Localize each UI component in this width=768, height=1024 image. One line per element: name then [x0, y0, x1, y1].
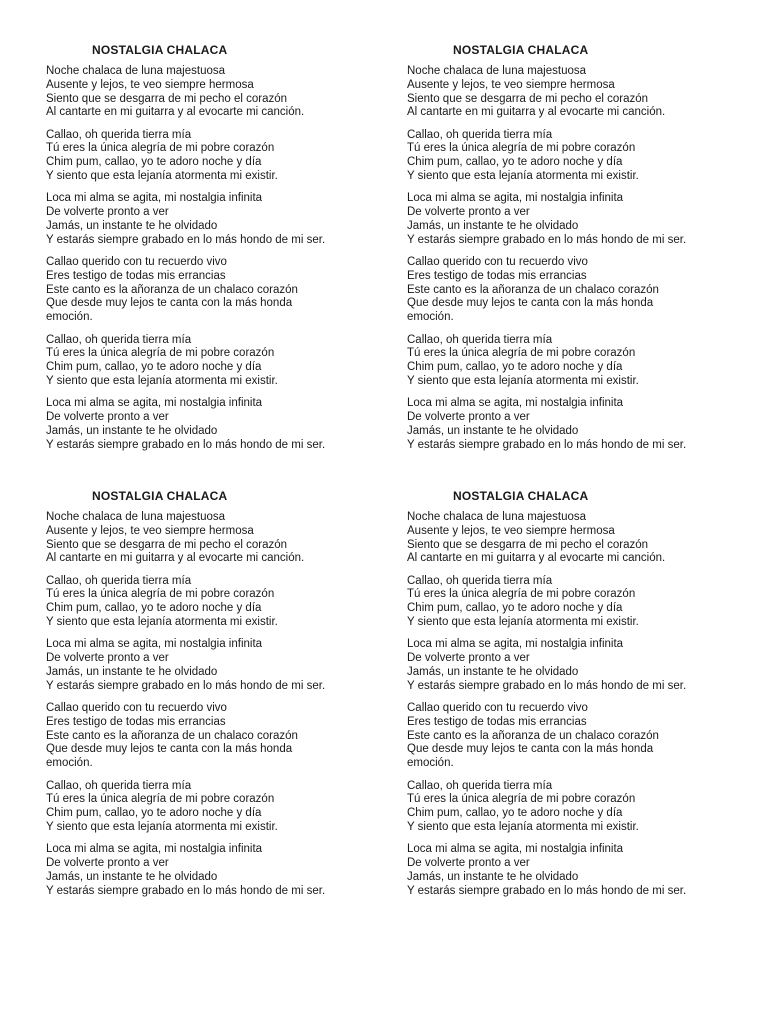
lyric-line: Noche chalaca de luna majestuosa: [407, 65, 587, 77]
lyric-line: emoción.: [46, 757, 93, 770]
stanza: [407, 638, 747, 693]
stanza: [46, 575, 386, 630]
lyrics-copy-top-right: [407, 43, 747, 461]
lyric-line: Eres testigo de todas mis errancias: [407, 715, 587, 728]
stanza: [407, 192, 747, 247]
stanza: [46, 334, 386, 389]
lyric-line: Tú eres la única alegría de mi pobre corazón: [46, 588, 275, 601]
lyric-line: Eres testigo de todas mis errancias: [407, 269, 587, 282]
lyric-line: Y siento que esta lejanía atormenta mi existir.: [46, 374, 278, 387]
stanza: [46, 702, 386, 771]
lyric-line: Que desde muy lejos te canta con la más honda: [46, 743, 293, 756]
lyric-line: Y estarás siempre grabado en lo más hondo de mi ser.: [46, 233, 326, 246]
lyric-line: Eres testigo de todas mis errancias: [46, 269, 226, 282]
lyric-line: Chim pum, callao, yo te adoro noche y día: [407, 807, 623, 820]
lyric-line: Y estarás siempre grabado en lo más hondo de mi ser.: [46, 679, 326, 692]
lyric-line: Jamás, un instante te he olvidado: [407, 665, 579, 678]
lyric-line: Loca mi alma se agita, mi nostalgia infinita: [46, 192, 263, 205]
lyric-line: Y estarás siempre grabado en lo más hondo de mi ser.: [407, 233, 687, 246]
lyric-line: Ausente y lejos, te veo siempre hermosa: [407, 78, 615, 91]
lyric-line: De volverte pronto a ver: [46, 411, 169, 424]
lyric-line: Y estarás siempre grabado en lo más hondo de mi ser.: [407, 438, 687, 451]
lyric-line: Tú eres la única alegría de mi pobre corazón: [46, 142, 275, 155]
lyric-line: Tú eres la única alegría de mi pobre corazón: [407, 793, 636, 806]
lyric-line: Jamás, un instante te he olvidado: [46, 424, 218, 437]
stanza: [407, 843, 747, 898]
stanza: [46, 397, 386, 452]
lyric-line: Callao, oh querida tierra mía: [46, 779, 192, 792]
lyric-line: Y estarás siempre grabado en lo más hondo de mi ser.: [407, 884, 687, 897]
lyric-line: Ausente y lejos, te veo siempre hermosa: [407, 524, 615, 537]
stanza: [407, 256, 747, 325]
lyric-line: Callao, oh querida tierra mía: [407, 128, 553, 141]
lyric-line: Callao querido con tu recuerdo vivo: [407, 702, 588, 715]
lyric-line: Callao, oh querida tierra mía: [407, 333, 553, 346]
lyric-line: Y siento que esta lejanía atormenta mi existir.: [407, 820, 639, 833]
lyric-line: Ausente y lejos, te veo siempre hermosa: [46, 524, 254, 537]
lyric-line: Noche chalaca de luna majestuosa: [46, 65, 226, 77]
lyric-line: Y estarás siempre grabado en lo más hondo de mi ser.: [46, 438, 326, 451]
stanza: [46, 256, 386, 325]
lyric-line: Este canto es la añoranza de un chalaco corazón: [46, 283, 298, 296]
lyric-line: Loca mi alma se agita, mi nostalgia infinita: [407, 638, 624, 651]
lyric-line: Callao querido con tu recuerdo vivo: [46, 702, 227, 715]
lyric-line: Y siento que esta lejanía atormenta mi existir.: [46, 820, 278, 833]
lyrics-copy-bottom-right: [407, 489, 747, 907]
lyric-line: Y siento que esta lejanía atormenta mi existir.: [407, 170, 639, 183]
lyric-line: emoción.: [407, 757, 454, 770]
song-title: NOSTALGIA CHALACA: [92, 489, 228, 503]
lyric-line: Callao querido con tu recuerdo vivo: [407, 256, 588, 269]
lyric-line: Tú eres la única alegría de mi pobre corazón: [407, 347, 636, 360]
lyric-line: Este canto es la añoranza de un chalaco corazón: [46, 729, 298, 742]
lyric-line: De volverte pronto a ver: [46, 857, 169, 870]
lyric-line: Ausente y lejos, te veo siempre hermosa: [46, 78, 254, 91]
lyric-line: Al cantarte en mi guitarra y al evocarte mi canción.: [46, 552, 305, 565]
lyrics-copy-top-left: [46, 43, 386, 461]
stanza: [46, 511, 386, 566]
stanza: [46, 638, 386, 693]
lyric-line: Loca mi alma se agita, mi nostalgia infinita: [407, 843, 624, 856]
lyric-line: Al cantarte en mi guitarra y al evocarte mi canción.: [407, 106, 666, 119]
lyric-line: Tú eres la única alegría de mi pobre corazón: [407, 142, 636, 155]
lyric-line: Loca mi alma se agita, mi nostalgia infinita: [407, 192, 624, 205]
stanza: [46, 129, 386, 184]
lyric-line: Jamás, un instante te he olvidado: [46, 870, 218, 883]
lyric-line: Noche chalaca de luna majestuosa: [46, 511, 226, 523]
lyric-line: Noche chalaca de luna majestuosa: [407, 511, 587, 523]
lyric-line: De volverte pronto a ver: [407, 857, 530, 870]
lyric-line: emoción.: [407, 311, 454, 324]
lyric-line: Chim pum, callao, yo te adoro noche y día: [46, 807, 262, 820]
lyric-line: Callao, oh querida tierra mía: [407, 574, 553, 587]
stanza: [407, 780, 747, 835]
lyric-line: Chim pum, callao, yo te adoro noche y día: [46, 602, 262, 615]
lyric-line: Siento que se desgarra de mi pecho el corazón: [46, 92, 288, 105]
lyric-line: Al cantarte en mi guitarra y al evocarte mi canción.: [46, 106, 305, 119]
lyric-line: Siento que se desgarra de mi pecho el corazón: [407, 538, 649, 551]
stanza: [46, 65, 386, 120]
lyric-line: De volverte pronto a ver: [407, 411, 530, 424]
stanza: [407, 397, 747, 452]
lyric-line: Chim pum, callao, yo te adoro noche y día: [407, 361, 623, 374]
lyric-line: De volverte pronto a ver: [46, 652, 169, 665]
song-title: NOSTALGIA CHALACA: [92, 43, 228, 57]
lyric-line: Callao, oh querida tierra mía: [46, 128, 192, 141]
lyric-line: Y estarás siempre grabado en lo más hondo de mi ser.: [407, 679, 687, 692]
lyric-line: Siento que se desgarra de mi pecho el corazón: [46, 538, 288, 551]
lyric-line: Chim pum, callao, yo te adoro noche y día: [46, 156, 262, 169]
lyric-line: Y siento que esta lejanía atormenta mi existir.: [46, 616, 278, 629]
lyric-line: Y siento que esta lejanía atormenta mi existir.: [407, 374, 639, 387]
lyric-line: Callao, oh querida tierra mía: [46, 574, 192, 587]
lyric-line: Este canto es la añoranza de un chalaco corazón: [407, 729, 659, 742]
lyric-line: Jamás, un instante te he olvidado: [407, 219, 579, 232]
lyric-line: Callao querido con tu recuerdo vivo: [46, 256, 227, 269]
lyric-line: De volverte pronto a ver: [46, 206, 169, 219]
song-title: NOSTALGIA CHALACA: [453, 43, 589, 57]
lyric-line: Y siento que esta lejanía atormenta mi existir.: [407, 616, 639, 629]
lyric-line: Jamás, un instante te he olvidado: [46, 219, 218, 232]
lyric-line: Callao, oh querida tierra mía: [46, 333, 192, 346]
stanza: [407, 334, 747, 389]
stanza: [407, 65, 747, 120]
lyric-line: Chim pum, callao, yo te adoro noche y día: [46, 361, 262, 374]
stanza: [407, 511, 747, 566]
stanza: [46, 780, 386, 835]
lyric-line: Loca mi alma se agita, mi nostalgia infinita: [46, 843, 263, 856]
lyric-line: Que desde muy lejos te canta con la más honda: [407, 297, 654, 310]
lyric-line: Al cantarte en mi guitarra y al evocarte mi canción.: [407, 552, 666, 565]
lyric-line: Chim pum, callao, yo te adoro noche y día: [407, 156, 623, 169]
lyric-line: Que desde muy lejos te canta con la más honda: [46, 297, 293, 310]
song-title: NOSTALGIA CHALACA: [453, 489, 589, 503]
lyric-line: Chim pum, callao, yo te adoro noche y día: [407, 602, 623, 615]
lyric-line: emoción.: [46, 311, 93, 324]
lyric-line: Jamás, un instante te he olvidado: [407, 870, 579, 883]
stanza: [407, 575, 747, 630]
stanza: [46, 843, 386, 898]
lyric-line: Loca mi alma se agita, mi nostalgia infinita: [46, 397, 263, 410]
lyric-line: Loca mi alma se agita, mi nostalgia infinita: [407, 397, 624, 410]
lyric-line: Loca mi alma se agita, mi nostalgia infinita: [46, 638, 263, 651]
stanza: [407, 702, 747, 771]
lyric-line: Callao, oh querida tierra mía: [407, 779, 553, 792]
lyric-line: Jamás, un instante te he olvidado: [407, 424, 579, 437]
lyric-line: De volverte pronto a ver: [407, 206, 530, 219]
lyric-line: Este canto es la añoranza de un chalaco corazón: [407, 283, 659, 296]
lyric-line: Tú eres la única alegría de mi pobre corazón: [46, 347, 275, 360]
lyrics-copy-bottom-left: [46, 489, 386, 907]
stanza: [46, 192, 386, 247]
lyric-line: Siento que se desgarra de mi pecho el corazón: [407, 92, 649, 105]
lyric-line: Y estarás siempre grabado en lo más hondo de mi ser.: [46, 884, 326, 897]
lyric-line: Tú eres la única alegría de mi pobre corazón: [407, 588, 636, 601]
lyric-line: Y siento que esta lejanía atormenta mi existir.: [46, 170, 278, 183]
lyric-line: Eres testigo de todas mis errancias: [46, 715, 226, 728]
lyric-line: Tú eres la única alegría de mi pobre corazón: [46, 793, 275, 806]
lyric-line: Que desde muy lejos te canta con la más honda: [407, 743, 654, 756]
lyric-line: De volverte pronto a ver: [407, 652, 530, 665]
stanza: [407, 129, 747, 184]
lyric-line: Jamás, un instante te he olvidado: [46, 665, 218, 678]
